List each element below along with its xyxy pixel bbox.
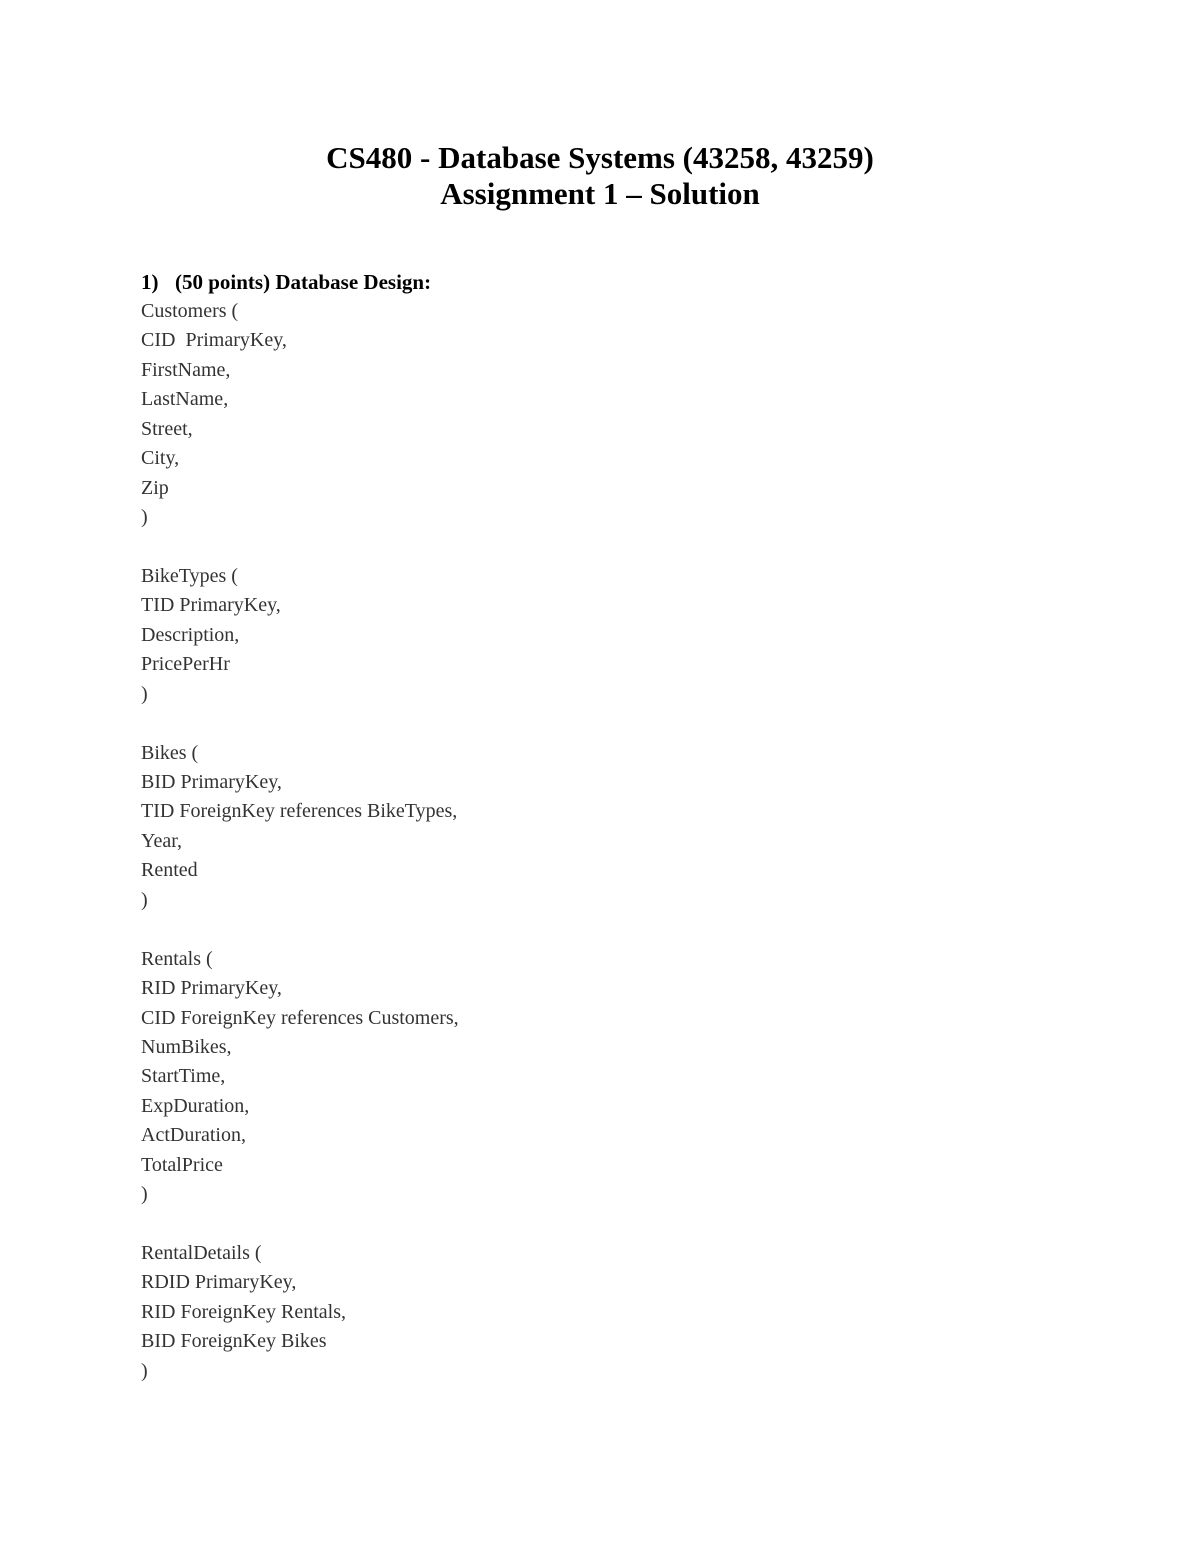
table-field: TotalPrice — [141, 1153, 223, 1176]
course-title: CS480 - Database Systems (43258, 43259) — [326, 140, 874, 175]
table-close: ) — [141, 506, 148, 529]
table-field: FirstName, — [141, 358, 231, 381]
table-field: ExpDuration, — [141, 1094, 250, 1117]
table-definition — [141, 1239, 459, 1386]
table-field: BID PrimaryKey, — [141, 771, 282, 793]
table-header: RentalDetails ( — [141, 1242, 262, 1264]
table-field: Street, — [141, 417, 193, 440]
table-definition — [141, 297, 459, 533]
table-header: BikeTypes ( — [141, 564, 238, 587]
table-definition — [141, 739, 459, 916]
table-field: RDID PrimaryKey, — [141, 1271, 297, 1294]
table-field: ActDuration, — [141, 1124, 246, 1147]
question-heading — [141, 268, 431, 297]
schema-definitions — [141, 297, 459, 1416]
question-number: 1) — [141, 270, 159, 294]
table-header: Bikes ( — [141, 741, 199, 764]
table-field: TID ForeignKey references BikeTypes, — [141, 800, 458, 823]
table-header: Rentals ( — [141, 947, 213, 970]
table-field: NumBikes, — [141, 1035, 232, 1058]
table-field: RID PrimaryKey, — [141, 977, 282, 1000]
table-field: City, — [141, 447, 180, 470]
table-field: BID ForeignKey Bikes — [141, 1330, 327, 1353]
table-close: ) — [141, 682, 148, 705]
table-close: ) — [141, 1183, 148, 1206]
table-field: CID ForeignKey references Customers, — [141, 1006, 459, 1029]
assignment-title: Assignment 1 – Solution — [440, 176, 760, 211]
table-field: TID PrimaryKey, — [141, 594, 281, 617]
document-title — [0, 140, 1200, 212]
table-field: LastName, — [141, 388, 229, 411]
table-field: Description, — [141, 623, 240, 646]
table-field: StartTime, — [141, 1065, 226, 1088]
table-field: CID PrimaryKey, — [141, 329, 287, 352]
table-field: Rented — [141, 859, 198, 882]
table-definition — [141, 945, 459, 1210]
table-close: ) — [141, 1359, 148, 1382]
table-field: RID ForeignKey Rentals, — [141, 1300, 346, 1323]
table-field: Zip — [141, 476, 169, 499]
table-header: Customers ( — [141, 300, 239, 322]
table-definition — [141, 562, 459, 709]
table-field: Year, — [141, 829, 183, 852]
question-text: (50 points) Database Design: — [175, 270, 432, 294]
table-close: ) — [141, 888, 148, 911]
table-field: PricePerHr — [141, 653, 230, 676]
